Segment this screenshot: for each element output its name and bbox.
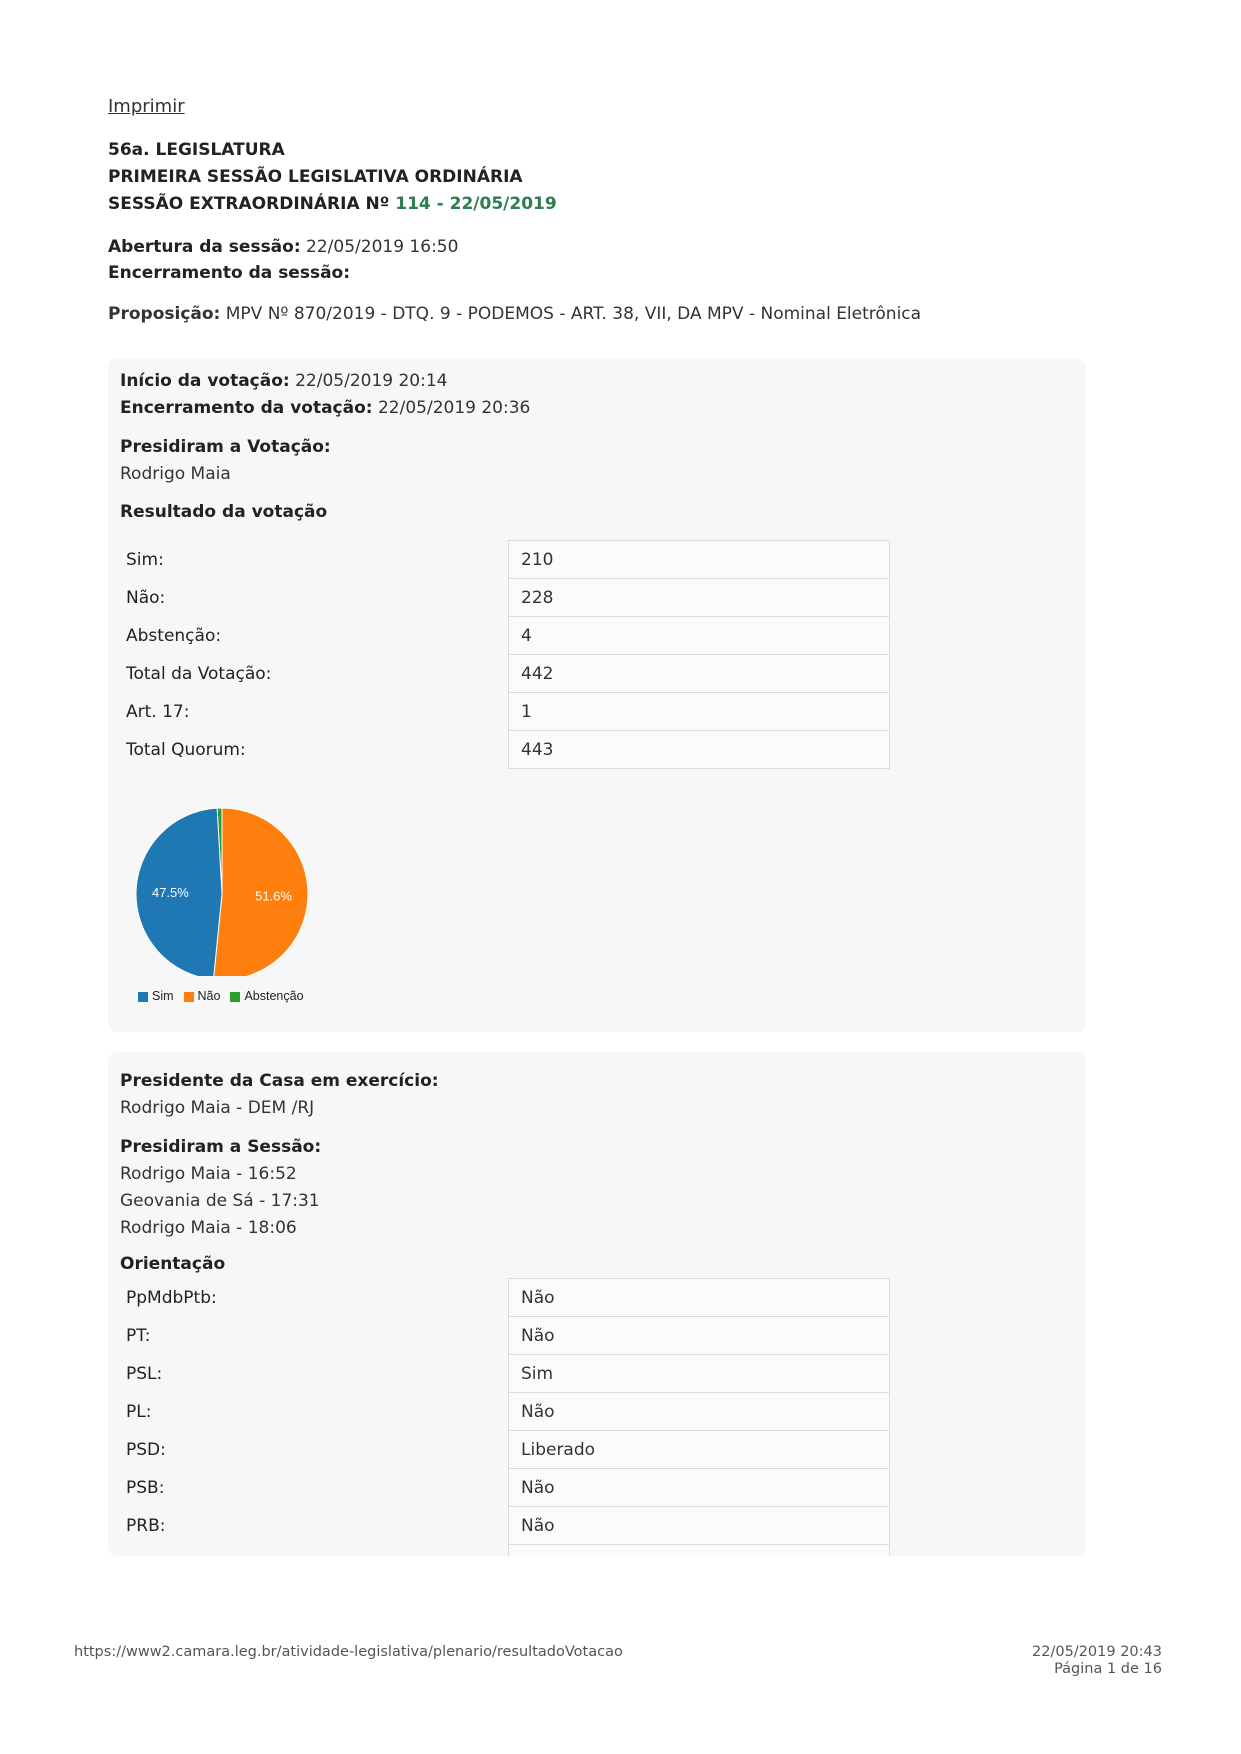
orientacao-value: Não <box>509 1507 890 1545</box>
table-row <box>120 1545 890 1557</box>
presidente-casa-label: Presidente da Casa em exercício: <box>120 1071 439 1091</box>
presidente-casa-value: Rodrigo Maia - DEM /RJ <box>120 1098 315 1118</box>
orientacao-value: Não <box>509 1279 890 1317</box>
presidiram-item: Geovania de Sá - 17:31 <box>120 1191 320 1211</box>
footer-url: https://www2.camara.leg.br/atividade-legislativa/plenario/resultadoVotacao <box>74 1644 623 1660</box>
orientacao-value: Não <box>509 1317 890 1355</box>
abertura-value: 22/05/2019 16:50 <box>300 237 459 257</box>
presidiram-item: Rodrigo Maia - 18:06 <box>120 1218 297 1238</box>
table-row <box>120 1507 890 1545</box>
presidiram-sessao-label: Presidiram a Sessão: <box>120 1137 322 1157</box>
proposicao-label: Proposição: <box>108 304 221 324</box>
resultado-key: Abstenção: <box>126 625 222 646</box>
table-row <box>120 1279 890 1317</box>
orientacao-party: PT: <box>126 1325 151 1346</box>
footer-datetime: 22/05/2019 20:43 <box>1032 1644 1162 1660</box>
pie-label-nao: 51.6% <box>255 888 292 904</box>
legend-swatch-abstencao <box>230 992 240 1002</box>
pie-legend <box>138 989 304 1003</box>
resultado-key: Total da Votação: <box>126 663 272 684</box>
resultado-key: Sim: <box>126 549 164 570</box>
proposicao <box>108 304 1086 324</box>
inicio-votacao-value: 22/05/2019 20:14 <box>289 371 448 391</box>
presidiram-votacao-value: Rodrigo Maia <box>120 464 231 484</box>
vote-pie-chart <box>132 806 352 976</box>
legend-item-abstencao: Abstenção <box>230 989 303 1003</box>
presidiram-item: Rodrigo Maia - 16:52 <box>120 1164 297 1184</box>
encerramento-sessao-label: Encerramento da sessão: <box>108 263 351 283</box>
orientacao-value: Sim <box>509 1355 890 1393</box>
resultado-value: 4 <box>509 617 890 655</box>
legislatura-title: 56a. LEGISLATURA <box>108 140 285 160</box>
table-row <box>120 731 890 769</box>
resultado-value: 210 <box>509 541 890 579</box>
orientacao-party: PSL: <box>126 1363 163 1384</box>
resultado-value: 442 <box>509 655 890 693</box>
orientacao-title: Orientação <box>120 1254 226 1274</box>
abertura-label: Abertura da sessão: <box>108 237 301 257</box>
sessao-number-date: 114 - 22/05/2019 <box>395 194 557 214</box>
orientacao-party: PSB: <box>126 1477 165 1498</box>
sessao-label: SESSÃO EXTRAORDINÁRIA Nº <box>108 194 396 214</box>
resultado-key: Art. 17: <box>126 701 190 722</box>
footer-page-number: Página 1 de 16 <box>1054 1661 1162 1677</box>
orientacao-party: PL: <box>126 1401 152 1422</box>
table-row <box>120 1355 890 1393</box>
encerramento-votacao-value: 22/05/2019 20:36 <box>372 398 531 418</box>
sessao-title <box>108 191 1086 218</box>
page-content <box>108 96 1086 324</box>
legend-swatch-sim <box>138 992 148 1002</box>
orientacao-value: Não <box>509 1469 890 1507</box>
resultado-value: 1 <box>509 693 890 731</box>
legend-item-sim: Sim <box>138 989 174 1003</box>
encerramento-votacao-label: Encerramento da votação: <box>120 398 373 418</box>
inicio-votacao-label: Início da votação: <box>120 371 290 391</box>
table-row <box>120 655 890 693</box>
session-times <box>108 234 1086 286</box>
pie-label-sim: 47.5% <box>151 884 189 900</box>
table-row <box>120 617 890 655</box>
orientacao-value: Liberado <box>509 1431 890 1469</box>
orientacao-party: PRB: <box>126 1515 166 1536</box>
orientacao-party: PpMdbPtb: <box>126 1287 217 1308</box>
footer-right <box>1032 1644 1162 1678</box>
resultado-value: 228 <box>509 579 890 617</box>
legend-swatch-nao <box>184 992 194 1002</box>
resultado-table <box>120 540 890 769</box>
proposicao-value: MPV Nº 870/2019 - DTQ. 9 - PODEMOS - ART. 38, VII, DA MPV - Nominal Eletrônica <box>220 304 922 324</box>
table-row <box>120 1431 890 1469</box>
print-link[interactable]: Imprimir <box>108 96 185 117</box>
legend-item-nao: Não <box>184 989 221 1003</box>
orientacao-value: Não <box>509 1393 890 1431</box>
orientacao-table <box>120 1278 890 1556</box>
session-header <box>108 137 1086 218</box>
table-row <box>120 541 890 579</box>
sessao-legislativa-title: PRIMEIRA SESSÃO LEGISLATIVA ORDINÁRIA <box>108 167 523 187</box>
votacao-panel <box>108 358 1086 1032</box>
casa-panel <box>108 1052 1086 1556</box>
table-row <box>120 1317 890 1355</box>
table-row <box>120 579 890 617</box>
orientacao-party: PSD: <box>126 1439 166 1460</box>
resultado-value: 443 <box>509 731 890 769</box>
resultado-title: Resultado da votação <box>120 502 328 522</box>
orientacao-party <box>120 1545 509 1557</box>
presidiram-votacao-label: Presidiram a Votação: <box>120 437 331 457</box>
resultado-key: Não: <box>126 587 166 608</box>
table-row <box>120 1469 890 1507</box>
table-row <box>120 693 890 731</box>
resultado-key: Total Quorum: <box>126 739 246 760</box>
orientacao-value <box>509 1545 890 1557</box>
table-row <box>120 1393 890 1431</box>
